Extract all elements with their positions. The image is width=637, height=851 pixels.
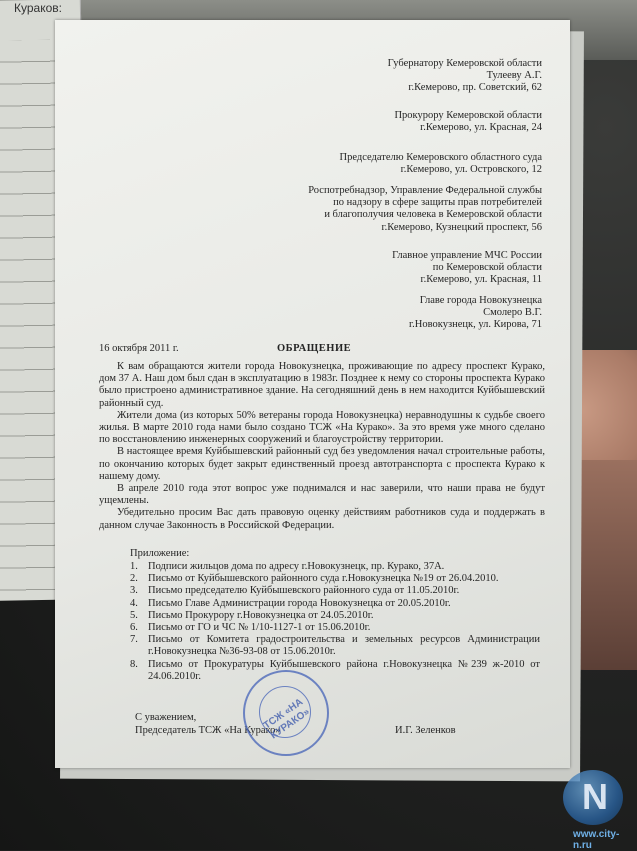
addressee-regional-court: Председателю Кемеровского областного суда г.Кемерово, ул. Островского, 12	[339, 152, 542, 176]
attachment-text: Письмо от Куйбышевского районного суда г.Новокузнецка №19 от 26.04.2010.	[148, 573, 499, 585]
attachment-number: 5.	[130, 609, 138, 621]
attachment-number: 8.	[130, 658, 138, 670]
attachment-item	[130, 585, 540, 597]
closing-phrase: С уважением,	[135, 712, 197, 723]
organization-stamp	[243, 670, 329, 756]
letter-date: 16 октября 2011 г.	[99, 343, 179, 354]
body-paragraph: К вам обращаются жители города Новокузнецка, проживающие по адресу проспект Курако, дом 37 А. Наш дом был сдан в эксплуатацию в 1983г. Позднее к нему со стороны проспекта Курако было пристроено административное здание. На сегодняшний день в нем находится Куйбышевский районный суд.	[99, 361, 545, 409]
body-paragraph: В апреле 2010 года этот вопрос уже поднимался и нас заверили, что наши права не будут ущемлены.	[99, 483, 545, 507]
signatory-role: Председатель ТСЖ «На Курако»	[135, 725, 281, 736]
stamp-text: ТСЖ «НА КУРАКО»	[261, 696, 312, 742]
attachment-text: Письмо Главе Администрации города Новокузнецка от 20.05.2010г.	[148, 597, 451, 609]
addressee-prosecutor: Прокурору Кемеровской области г.Кемерово, ул. Красная, 24	[394, 110, 542, 134]
attachment-item	[130, 659, 540, 683]
attachment-number: 2.	[130, 573, 138, 585]
site-logo-letter: N	[582, 776, 608, 817]
body-paragraph: Жители дома (из которых 50% ветераны города Новокузнецка) неравнодушны к судьбе своего жилья. В марте 2010 года нами было создано ТСЖ «На Курако». За это время уже много сделано по восстановлению инженерных сооружений и благоустройству территории.	[99, 409, 545, 446]
letter-body	[99, 361, 545, 532]
attachment-item	[130, 561, 540, 573]
letter-document	[55, 20, 570, 768]
addressee-city-head: Главе города Новокузнецка Смолеро В.Г. г.Новокузнецк, ул. Кирова, 71	[409, 295, 542, 331]
addressee-governor: Губернатору Кемеровской области Тулееву А.Г. г.Кемерово, пр. Советский, 62	[387, 58, 542, 94]
attachment-text: Письмо Прокурору г.Новокузнецка от 24.05.2010г.	[148, 609, 374, 621]
letter-title: ОБРАЩЕНИЕ	[277, 343, 352, 354]
attachments-list	[130, 561, 540, 683]
site-watermark-url: www.city-n.ru	[573, 829, 620, 851]
attachment-text: Письмо председателю Куйбышевского районного суда от 11.05.2010г.	[148, 585, 460, 597]
attachment-text: Письмо от ГО и ЧС № 1/10-1127-1 от 15.06.2010г.	[148, 622, 371, 634]
underlying-form-label: Кураков:	[14, 1, 62, 15]
attachment-item	[130, 622, 540, 634]
addressee-rospotrebnadzor: Роспотребнадзор, Управление Федеральной службы по надзору в сфере защиты прав потребителей и благополучия человека в Кемеровской области г.Кемерово, Кузнецкий проспект, 56	[308, 185, 542, 233]
signatory-name: И.Г. Зеленков	[395, 725, 456, 736]
attachment-number: 3.	[130, 585, 138, 597]
attachment-number: 7.	[130, 634, 138, 646]
body-paragraph: Убедительно просим Вас дать правовую оценку действиям работников суда и поддержать в данном случае Законность в Российской Федерации.	[99, 507, 545, 531]
attachment-number: 1.	[130, 561, 138, 572]
attachment-item	[130, 610, 540, 622]
attachment-number: 4.	[130, 597, 138, 609]
attachment-item	[130, 598, 540, 610]
attachment-text: Подписи жильцов дома по адресу г.Новокузнецк, пр. Курако, 37А.	[148, 561, 445, 572]
addressee-emercom: Главное управление МЧС России по Кемеровской области г.Кемерово, ул. Красная, 11	[392, 250, 542, 286]
body-paragraph: В настоящее время Куйбышевский районный суд без уведомления начал строительные работы, по окончанию которых будет закрыт единственный проезд автотранспорта с проспекта Курако к нашему дому.	[99, 446, 545, 482]
attachment-item	[130, 634, 540, 658]
attachment-text: Письмо от Комитета градостроительства и земельных ресурсов Администрации г.Новокузнецка №36-93-08 от 15.06.2010г.	[148, 634, 540, 658]
attachment-item	[130, 573, 540, 585]
attachment-number: 6.	[130, 622, 138, 634]
attachments-heading: Приложение:	[130, 548, 190, 559]
attachment-text: Письмо от Прокуратуры Куйбышевского района г.Новокузнецка №239 ж-2010 от 24.06.2010г.	[148, 658, 540, 682]
